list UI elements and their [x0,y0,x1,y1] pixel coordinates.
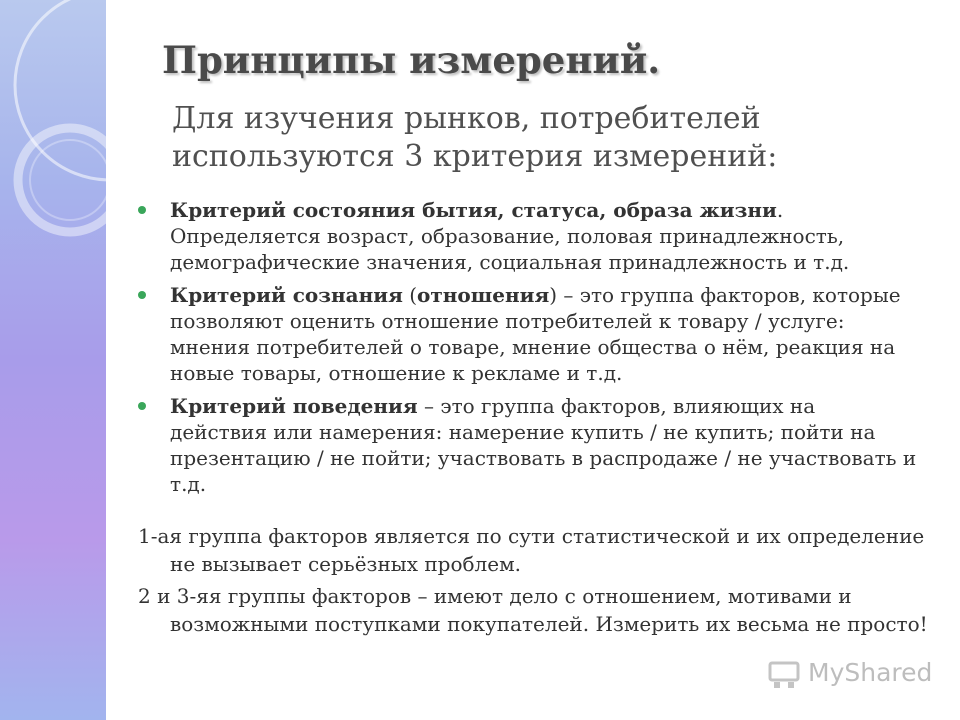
slide-subtitle: Для изучения рынков, потребителей используются 3 критерия измерений: [172,101,778,174]
list-item [138,393,918,497]
criterion-description: . Определяется возраст, образование, половая принадлежность, демографические значения, социальная принадлежность и т.д. [170,198,850,274]
bullet-dot-icon [138,402,146,410]
criterion-description: – это группа факторов, влияющих на действия или намерения: намерение купить / не купить; пойти на презентацию / не пойти; участвовать в распродаже / не участвовать и т.д. [170,394,917,496]
decorative-circles [0,0,106,720]
list-item [138,282,918,386]
criterion-name: Критерий состояния бытия, статуса, образа жизни [170,198,777,222]
watermark [768,655,933,695]
watermark-text: MyShared [808,658,933,687]
criteria-list [138,197,918,504]
criterion-description: ) – это группа факторов, которые позволяют оценить отношение потребителей к товару / услуге: мнения потребителей о товаре, мнение общества о нём, реакция на новые товары, отношение к рекламе и т.д. [170,283,901,385]
criterion-name-part: отношения [417,283,550,307]
conclusion-block [138,522,938,642]
bullet-dot-icon [138,206,146,214]
classroom-icon [768,661,800,689]
list-item [138,197,918,275]
criterion-name: Критерий поведения [170,394,418,418]
slide-title: Принципы измерений. [162,38,661,82]
conclusion-paragraph: 1-ая группа факторов является по сути статистической и их определение не вызывает серьёзных проблем. [138,524,925,576]
decorative-sidebar [0,0,106,720]
criterion-punct: ( [402,283,418,307]
bullet-dot-icon [138,291,146,299]
conclusion-paragraph: 2 и 3-яя группы факторов – имеют дело с отношением, мотивами и возможными поступками покупателей. Измерить их весьма не просто! [138,584,928,636]
criterion-name: Критерий сознания [170,283,403,307]
